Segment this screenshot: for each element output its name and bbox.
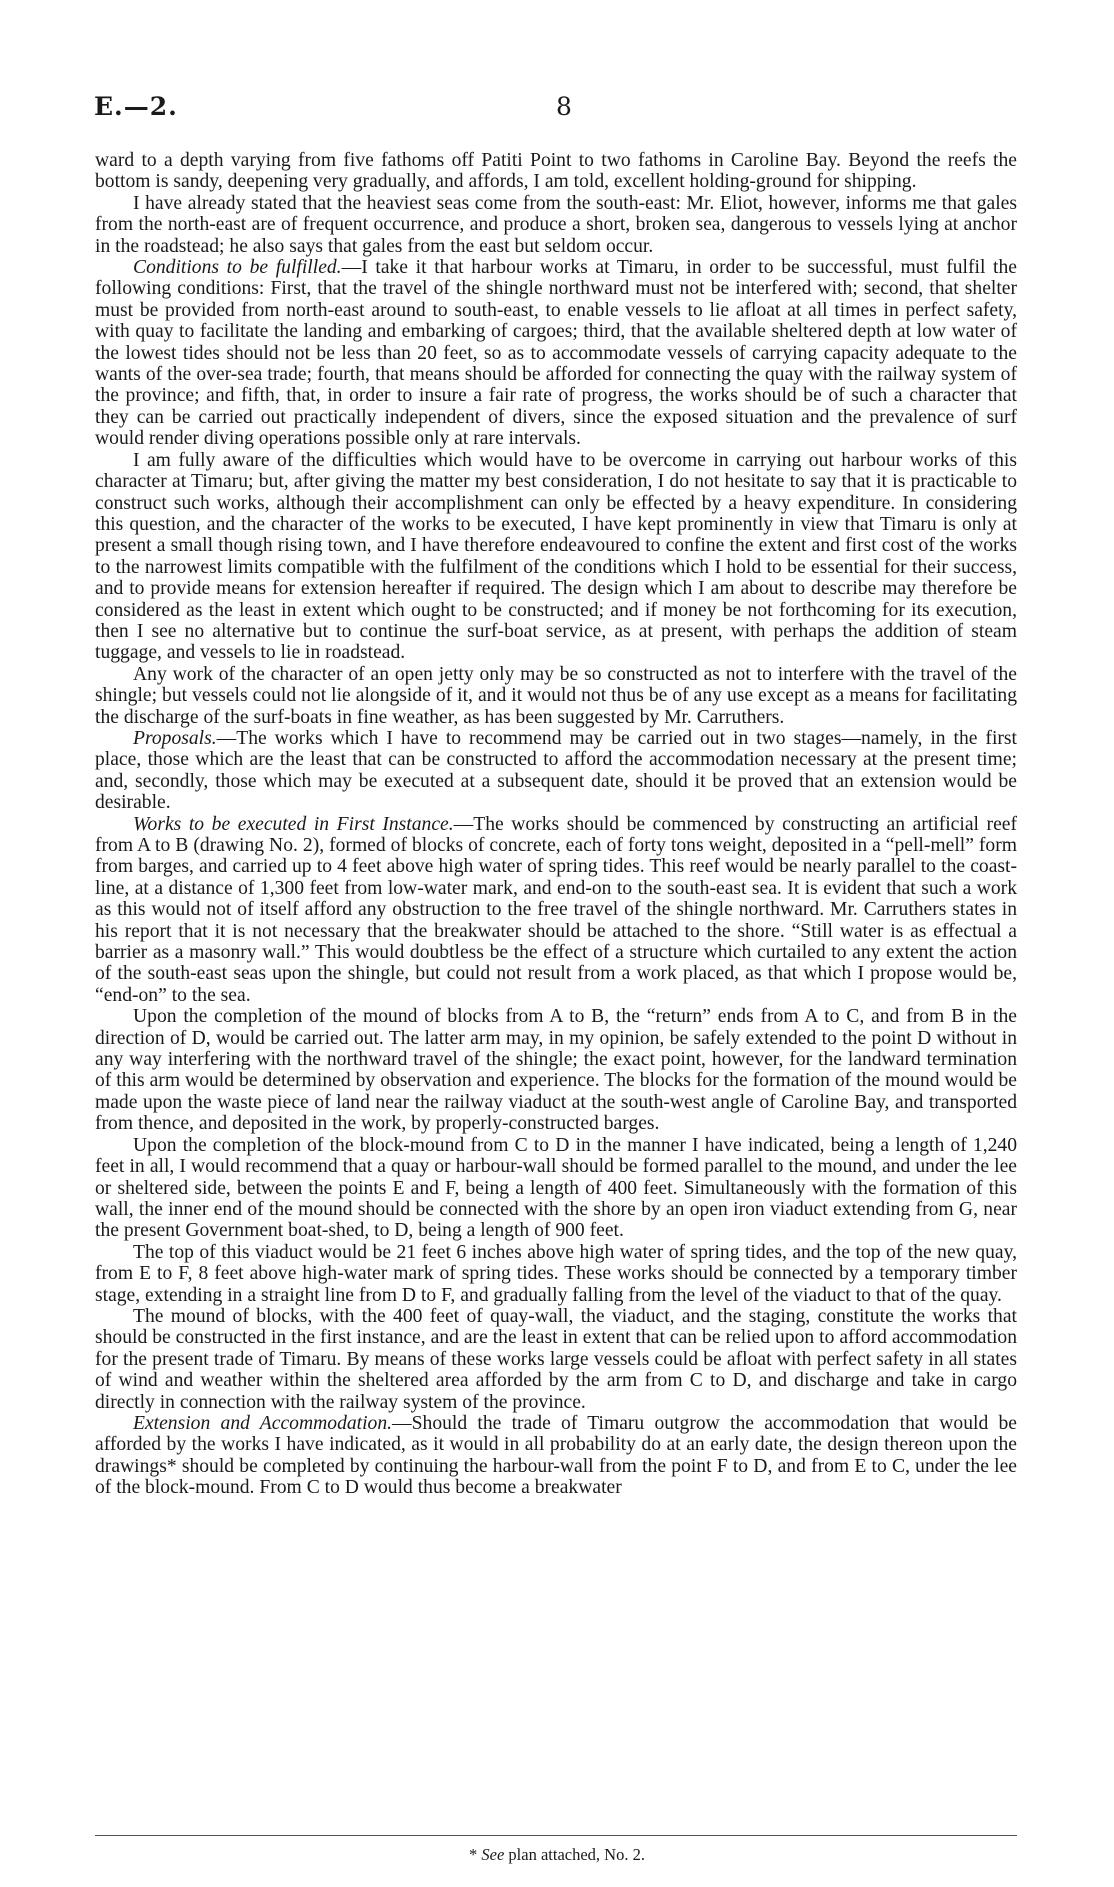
paragraph: Upon the completion of the block-mound from C to D in the manner I have indicated, being a length of 1,240 feet in all, I would recommend that a quay or harbour-wall should be formed parallel to the mound, and under the lee or sheltered side, between the points E and F, being a length of 400 feet. Simultaneously with the formation of this wall, the inner end of the mound should be connected with the shore by an open iron viaduct extending from G, near the present Government boat-shed, to D, being a length of 900 feet. [95, 1134, 1017, 1242]
paragraph: I have already stated that the heaviest seas come from the south-east: Mr. Eliot, however, informs me that gales from the north-east are of frequent occurrence, and produce a short, broken sea, dangerous to vessels lying at anchor in the roadstead; he also says that gales from the east but seldom occur. [95, 192, 1017, 257]
paragraph: Upon the completion of the mound of blocks from A to B, the “return” ends from A to C, and from B in the direction of D, would be carried out. The latter arm may, in my opinion, be safely extended to the point D without in any way interfering with the northward travel of the shingle; the exact point, however, for the landward termination of this arm would be determined by observation and experience. The blocks for the formation of the mound would be made upon the waste piece of land near the railway viaduct at the south-west angle of Caroline Bay, and transported from thence, and deposited in the work, by properly-constructed barges. [95, 1006, 1017, 1135]
paragraph: Extension and Accommodation.—Should the trade of Timaru outgrow the accommodation that would be afforded by the works I have indicated, as it would in all probability do at an early date, the design thereon upon the drawings* should be completed by continuing the harbour-wall from the point F to D, and from E to C, under the lee of the block-mound. From C to D would thus become a breakwater [95, 1412, 1017, 1499]
side-heading: Extension and Accommodation. [133, 1412, 393, 1434]
document-reference: E.—2. [94, 92, 178, 121]
page-header [94, 92, 1020, 128]
footnote-text: * See plan attached, No. 2. [469, 1845, 645, 1864]
paragraph: The mound of blocks, with the 400 feet of quay-wall, the viaduct, and the staging, constitute the works that should be constructed in the first instance, and are the least in extent that can be relied upon to afford accommodation for the present trade of Timaru. By means of these works large vessels could be afloat with perfect safety in all states of wind and weather within the sheltered area afforded by the arm from C to D, and discharge and take in cargo directly in connection with the railway system of the province. [95, 1305, 1017, 1413]
paragraph: The top of this viaduct would be 21 feet 6 inches above high water of spring tides, and the top of the new quay, from E to F, 8 feet above high-water mark of spring tides. These works should be connected by a temporary timber stage, extending in a straight line from D to F, and gradually falling from the level of the viaduct to that of the quay. [95, 1241, 1017, 1306]
body-text [95, 150, 1017, 1499]
paragraph: ward to a depth varying from five fathoms off Patiti Point to two fathoms in Caroline Bay. Beyond the reefs the bottom is sandy, deepening very gradually, and affords, I am told, excellent holding-ground for shipping. [95, 150, 1017, 193]
paragraph: Conditions to be fulfilled.—I take it that harbour works at Timaru, in order to be successful, must fulfil the following conditions: First, that the travel of the shingle northward must not be interfered with; second, that shelter must be provided from north-east around to south-east, to enable vessels to lie afloat at all times in perfect safety, with quay to facilitate the landing and embarking of cargoes; third, that the available sheltered depth at low water of the lowest tides should not be less than 20 feet, so as to accommodate vessels of carrying capacity adequate to the wants of the over-sea trade; fourth, that means should be afforded for connecting the quay with the railway system of the province; and fifth, that, in order to insure a fair rate of progress, the works should be of such a character that they can be carried out practically independent of divers, since the exposed situation and the prevalence of surf would render diving operations possible only at rare intervals. [95, 257, 1017, 450]
side-heading: Conditions to be fulfilled. [133, 257, 342, 279]
footnote-divider [95, 1835, 1017, 1836]
paragraph: I am fully aware of the difficulties which would have to be overcome in carrying out harbour works of this character at Timaru; but, after giving the matter my best consideration, I do not hesitate to say that it is practicable to construct such works, although their accomplishment can only be effected by a heavy expenditure. In considering this question, and the character of the works to be executed, I have kept prominently in view that Timaru is only at present a small though rising town, and I have therefore endeavoured to confine the extent and first cost of the works to the narrowest limits compatible with the fulfilment of the conditions which I hold to be essential for their success, and to provide means for extension hereafter if required. The design which I am about to describe may therefore be considered as the least in extent which ought to be constructed; and if money be not forthcoming for its execution, then I see no alternative but to continue the surf-boat service, as at present, with perhaps the addition of steam tuggage, and vessels to lie in roadstead. [95, 449, 1017, 664]
paragraph: Proposals.—The works which I have to recommend may be carried out in two stages—namely, in the first place, those which are the least that can be constructed to afford the accommodation necessary at the present time; and, secondly, those which may be executed at a subsequent date, should it be proved that an extension would be desirable. [95, 727, 1017, 814]
side-heading: Proposals. [133, 727, 217, 749]
side-heading: Works to be executed in First Instance. [133, 813, 454, 835]
footnote [0, 1845, 1114, 1865]
paragraph: Works to be executed in First Instance.—The works should be commenced by constructing an artificial reef from A to B (drawing No. 2), formed of blocks of concrete, each of forty tons weight, deposited in a “pell-mell” form from barges, and carried up to 4 feet above high water of spring tides. This reef would be nearly parallel to the coast-line, at a distance of 1,300 feet from low-water mark, and end-on to the south-east sea. It is evident that such a work as this would not of itself afford any obstruction to the free travel of the shingle northward. Mr. Carruthers states in his report that it is not necessary that the breakwater should be attached to the shore. “Still water is as effectual a barrier as a masonry wall.” This would doubtless be the effect of a structure which curtailed to any extent the action of the south-east seas upon the shingle, but could not result from a work placed, as that which I propose would be, “end-on” to the sea. [95, 813, 1017, 1006]
page-number: 8 [556, 92, 572, 121]
paragraph: Any work of the character of an open jetty only may be so constructed as not to interfere with the travel of the shingle; but vessels could not lie alongside of it, and it would not thus be of any use except as a means for facilitating the discharge of the surf-boats in fine weather, as has been suggested by Mr. Carruthers. [95, 663, 1017, 728]
